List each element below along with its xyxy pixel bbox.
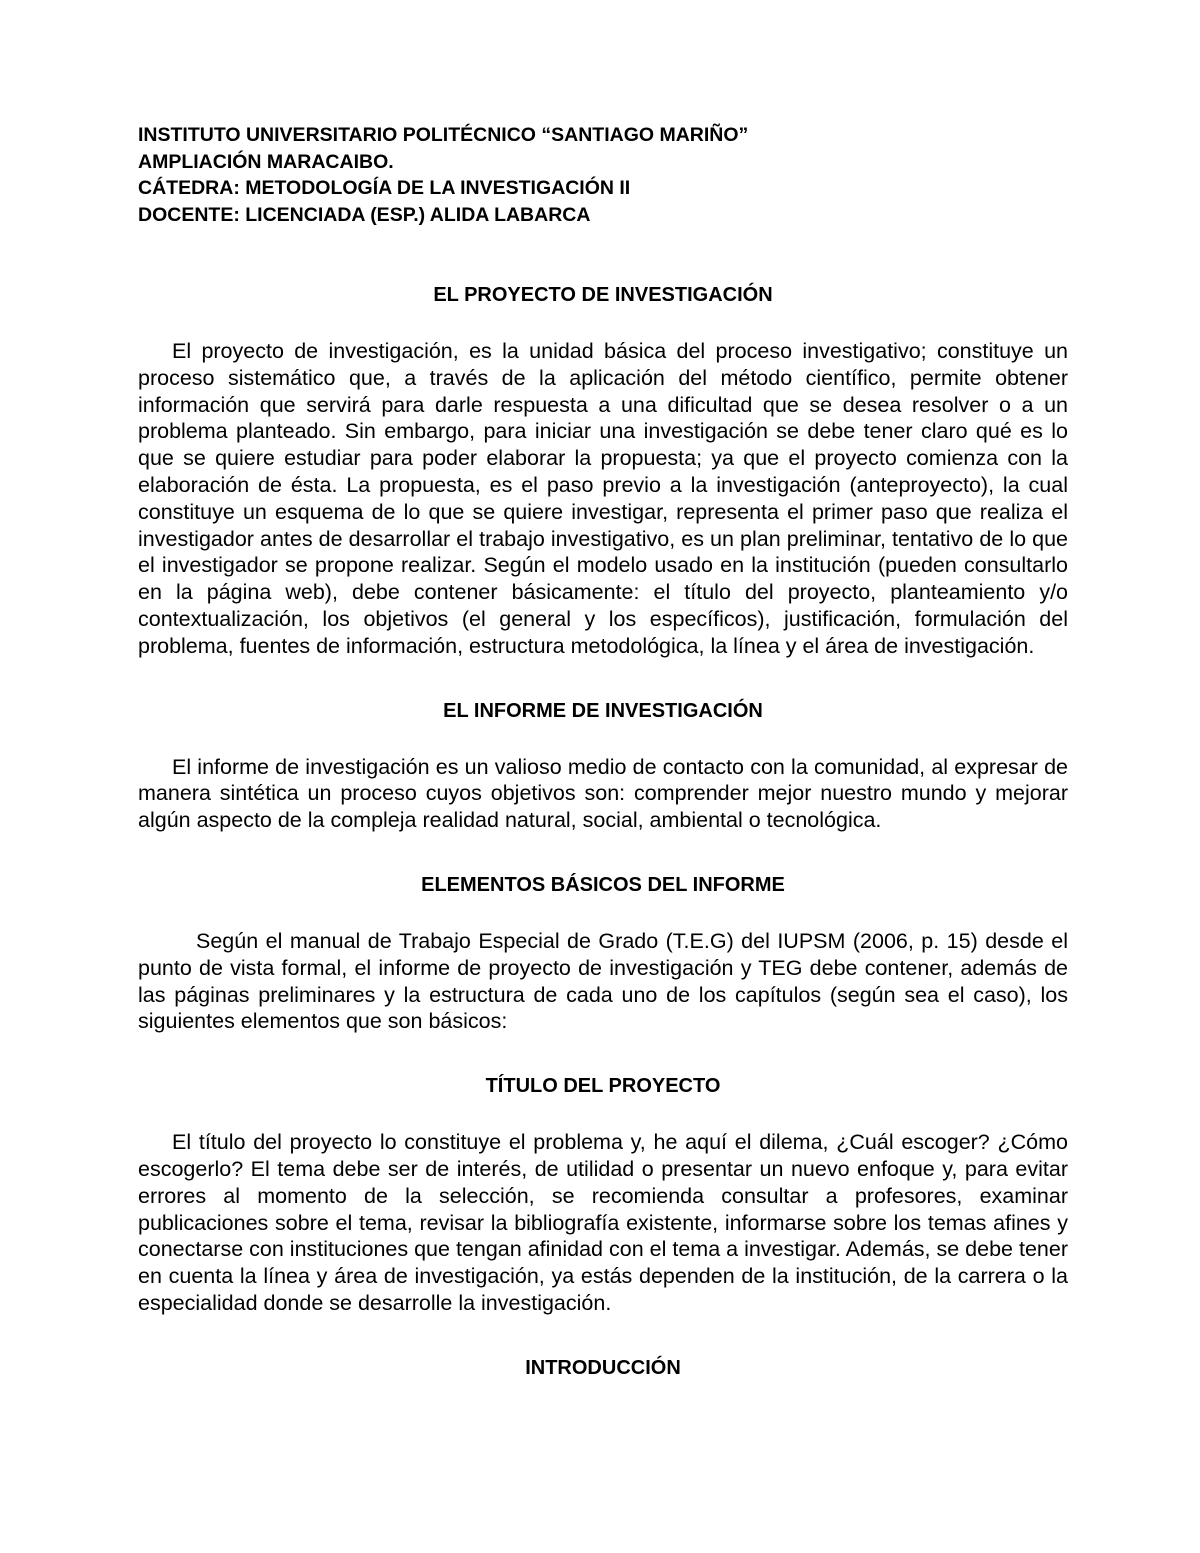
campus-name: AMPLIACIÓN MARACAIBO. bbox=[138, 150, 394, 173]
section-heading-informe: EL INFORME DE INVESTIGACIÓN bbox=[443, 699, 763, 722]
section-heading-proyecto: EL PROYECTO DE INVESTIGACIÓN bbox=[433, 284, 773, 306]
institution-header bbox=[138, 122, 1068, 228]
section-heading-introduccion: INTRODUCCIÓN bbox=[525, 1356, 681, 1379]
section-heading-titulo: TÍTULO DEL PROYECTO bbox=[485, 1075, 721, 1098]
section-heading-elementos: ELEMENTOS BÁSICOS DEL INFORME bbox=[421, 873, 785, 896]
section-body-informe: El informe de investigación es un valioso medio de contacto con la comunidad, al expresar de manera sintética un proceso cuyos objetivos son: comprender mejor nuestro mundo y mejorar algún aspecto de la compleja realidad natural, social, ambiental o tecnológica. bbox=[138, 754, 1068, 833]
institution-name: INSTITUTO UNIVERSITARIO POLITÉCNICO “SANTIAGO MARIÑO” bbox=[138, 124, 749, 146]
section-body-titulo: El título del proyecto lo constituye el problema y, he aquí el dilema, ¿Cuál escoger? ¿Cómo escogerlo? El tema debe ser de interés, de utilidad o presentar un nuevo enfoque y, para evitar errores al momento de la selección, se recomienda consultar a profesores, examinar publicaciones sobre el tema, revisar la bibliografía existente, informarse sobre los temas afines y conectarse con instituciones que tengan afinidad con el tema a investigar. Además, se debe tener en cuenta la línea y área de investigación, ya estás dependen de la institución, de la carrera o la especialidad donde se desarrolle la investigación. bbox=[138, 1130, 1068, 1315]
section-body-elementos: Según el manual de Trabajo Especial de Grado (T.E.G) del IUPSM (2006, p. 15) desde el punto de vista formal, el informe de proyecto de investigación y TEG debe contener, además de las páginas preliminares y la estructura de cada uno de los capítulos (según sea el caso), los siguientes elementos que son básicos: bbox=[138, 928, 1068, 1034]
section-body-proyecto: El proyecto de investigación, es la unidad básica del proceso investigativo; constituye un proceso sistemático que, a través de la aplicación del método científico, permite obtener información que servirá para darle respuesta a una dificultad que se desea resolver o a un problema planteado. Sin embargo, para iniciar una investigación se debe tener claro qué es lo que se quiere estudiar para poder elaborar la propuesta; ya que el proyecto comienza con la elaboración de ésta. La propuesta, es el paso previo a la investigación (anteproyecto), la cual constituye un esquema de lo que se quiere investigar, representa el primer paso que realiza el investigador antes de desarrollar el trabajo investigativo, es un plan preliminar, tentativo de lo que el investigador se propone realizar. Según el modelo usado en la institución (pueden consultarlo en la página web), debe contener básicamente: el título del proyecto, planteamiento y/o contextualización, los objetivos (el general y los específicos), justificación, formulación del problema, fuentes de información, estructura metodológica, la línea y el área de investigación. bbox=[138, 339, 1068, 658]
teacher-name: DOCENTE: LICENCIADA (ESP.) ALIDA LABARCA bbox=[138, 203, 591, 226]
course-name: CÁTEDRA: METODOLOGÍA DE LA INVESTIGACIÓN II bbox=[138, 177, 631, 199]
